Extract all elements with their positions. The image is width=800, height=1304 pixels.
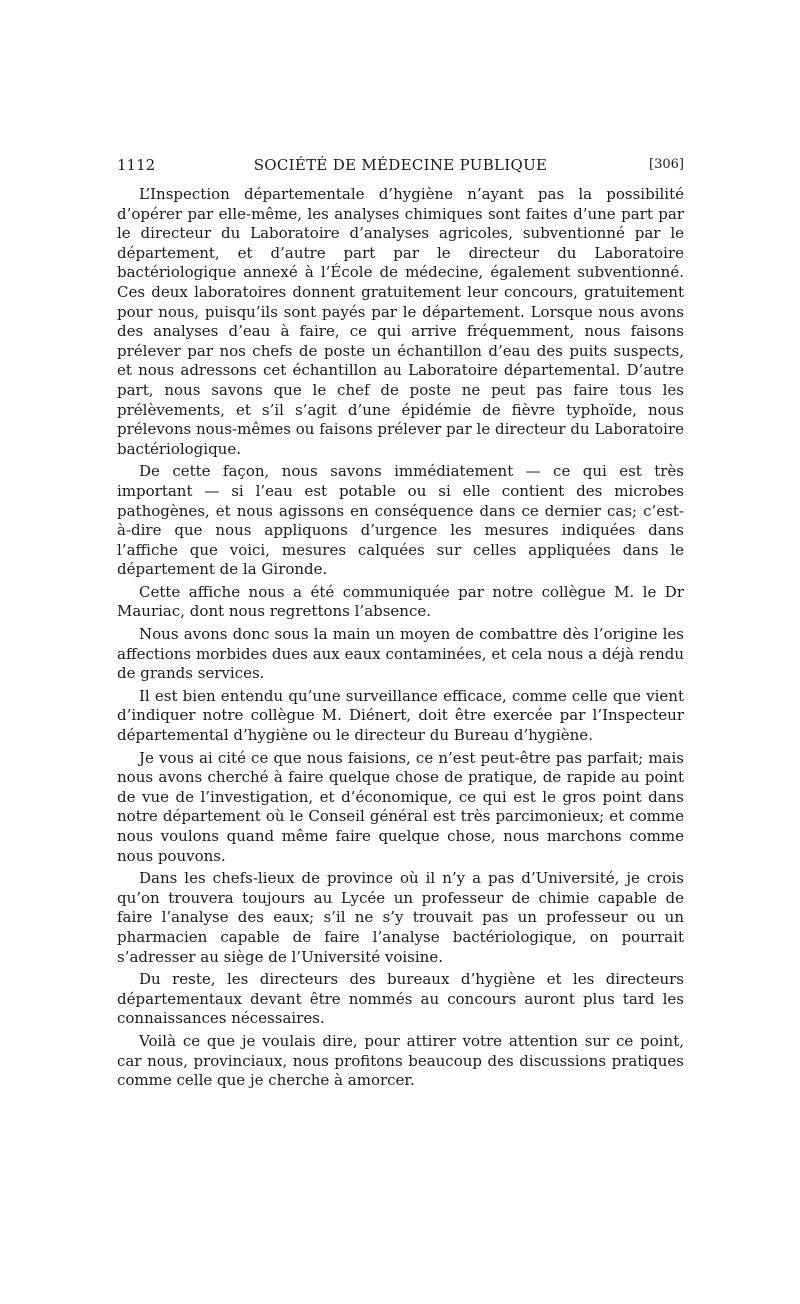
- body-text: [117, 185, 684, 1091]
- bracketed-page-number: [306]: [649, 157, 684, 172]
- paragraph: Nous avons donc sous la main un moyen de combattre dès l’origine les affections morbides dues aux eaux contaminées, et cela nous a déjà rendu de grands services.: [117, 625, 684, 683]
- paragraph: Dans les chefs-lieux de province où il n’y a pas d’Université, je crois qu’on trouvera toujours au Lycée un professeur de chimie capable de faire l’analyse des eaux; s’il ne s’y trouvait pas un professeur ou un pharmacien capable de faire l’analyse bactériologique, on pourrait s’adresser au siège de l’Université voisine.: [117, 869, 684, 966]
- page-number: 1112: [117, 156, 156, 174]
- paragraph: De cette façon, nous savons immédiatement — ce qui est très important — si l’eau est potable ou si elle contient des microbes pathogènes, et nous agissons en conséquence dans ce dernier cas; c’est-à-dire que nous appliquons d’urgence les mesures indiquées dans l’affiche que voici, mesures calquées sur celles appliquées dans le département de la Gironde.: [117, 462, 684, 579]
- running-title: SOCIÉTÉ DE MÉDECINE PUBLIQUE: [253, 156, 548, 174]
- running-head: [117, 156, 684, 178]
- paragraph: L’Inspection départementale d’hygiène n’ayant pas la possibilité d’opérer par elle-même, les analyses chimiques sont faites d’une part par le directeur du Laboratoire d’analyses agricoles, subventionné par le département, et d’autre part par le directeur du Laboratoire bactériologique annexé à l’École de médecine, également subventionné. Ces deux laboratoires donnent gratuitement leur concours, gratuitement pour nous, puisqu’ils sont payés par le département. Lorsque nous avons des analyses d’eau à faire, ce qui arrive fréquemment, nous faisons prélever par nos chefs de poste un échantillon d’eau des puits suspects, et nous adressons cet échantillon au Laboratoire départemental. D’autre part, nous savons que le chef de poste ne peut pas faire tous les prélèvements, et s’il s’agit d’une épidémie de fièvre typhoïde, nous prélevons nous-mêmes ou faisons prélever par le directeur du Laboratoire bactériologique.: [117, 185, 684, 458]
- paragraph: Je vous ai cité ce que nous faisions, ce n’est peut-être pas parfait; mais nous avons cherché à faire quelque chose de pratique, de rapide au point de vue de l’investigation, et d’économique, ce qui est le gros point dans notre département où le Conseil général est très parcimonieux; et comme nous voulons quand même faire quelque chose, nous marchons comme nous pouvons.: [117, 748, 684, 865]
- paragraph: Il est bien entendu qu’une surveillance efficace, comme celle que vient d’indiquer notre collègue M. Diénert, doit être exercée par l’Inspecteur départemental d’hygiène ou le directeur du Bureau d’hygiène.: [117, 686, 684, 745]
- paragraph: Voilà ce que je voulais dire, pour attirer votre attention sur ce point, car nous, provinciaux, nous profitons beaucoup des discussions pratiques comme celle que je cherche à amorcer.: [117, 1031, 684, 1090]
- paragraph: Cette affiche nous a été communiquée par notre collègue M. le Dr Mauriac, dont nous regrettons l’absence.: [117, 582, 684, 621]
- paragraph: Du reste, les directeurs des bureaux d’hygiène et les directeurs départementaux devant être nommés au concours auront plus tard les connaissances nécessaires.: [117, 970, 684, 1028]
